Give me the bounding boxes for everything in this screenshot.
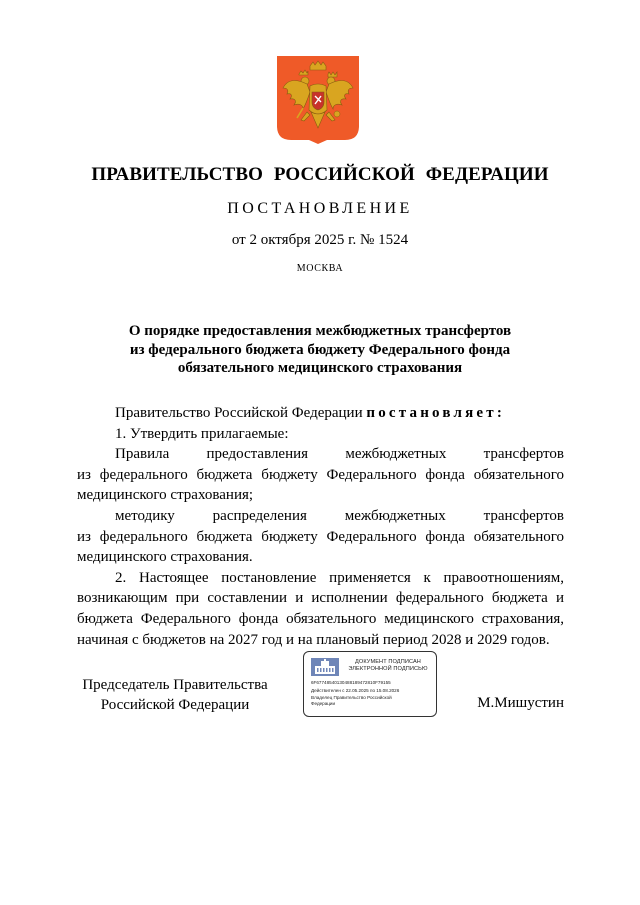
subject-line-2: из федерального бюджета бюджету Федерального фонда <box>129 341 511 358</box>
method-first-line: методику распределения межбюджетных трансфертов <box>115 507 564 524</box>
subject-line-3: обязательного медицинского страхования <box>177 360 463 376</box>
signer-position-line-2: Российской Федерации <box>100 696 250 713</box>
document-date-number: от 2 октября 2025 г. № 1524 <box>231 232 409 248</box>
preamble-paragraph <box>77 403 564 424</box>
government-title: ПРАВИТЕЛЬСТВО РОССИЙСКОЙ ФЕДЕРАЦИИ <box>91 164 549 185</box>
electronic-signature-stamp <box>303 651 437 717</box>
preamble-text: Правительство Российской Федерации <box>115 405 367 421</box>
subject-line-1: О порядке предоставления межбюджетных трансфертов <box>128 323 512 339</box>
stamp-owner-line-2: Федерации <box>311 701 336 706</box>
stamp-validity: Действителен с 22.05.2025 по 15.08.2026 <box>311 688 400 693</box>
rules-continuation: из федерального бюджета бюджету Федерального фонда обязательного медицинского страхования; <box>77 466 564 504</box>
stamp-certificate: 6F67748540130488189472810F79155 <box>311 680 391 685</box>
stamp-heading-line-1: ДОКУМЕНТ ПОДПИСАН <box>355 659 421 665</box>
document-body <box>77 403 564 650</box>
signer-position-line-1: Председатель Правительства <box>82 677 268 693</box>
stamp-owner-line-1: Владелец Правительство Российской <box>311 695 392 700</box>
stamp-heading-line-2: ЭЛЕКТРОННОЙ ПОДПИСЬЮ <box>348 666 428 672</box>
document-subject <box>100 322 540 378</box>
document-type: ПОСТАНОВЛЕНИЕ <box>227 200 413 217</box>
item-1-paragraph: 1. Утвердить прилагаемые: <box>115 425 289 442</box>
decree-word: постановляет: <box>366 405 506 421</box>
document-city: МОСКВА <box>296 263 344 274</box>
signer-name: М.Мишустин <box>477 695 564 711</box>
item-2-paragraph: 2. Настоящее постановление применяется к правоотношениям, возникающим при составлении и исполнении федерального бюджета и бюджета Федерального фонда обязательного медицинского страхования, начиная с бюджетов на 2027 год и на плановый период 2028 и 2029 годов. <box>77 569 564 648</box>
coat-of-arms-emblem <box>277 56 359 144</box>
rules-first-line: Правила предоставления межбюджетных трансфертов <box>115 446 564 463</box>
method-continuation: из федерального бюджета бюджету Федерального фонда обязательного медицинского страхования. <box>77 528 564 566</box>
signer-position <box>70 676 280 715</box>
government-building-icon <box>311 658 339 676</box>
stamp-heading <box>342 659 434 673</box>
